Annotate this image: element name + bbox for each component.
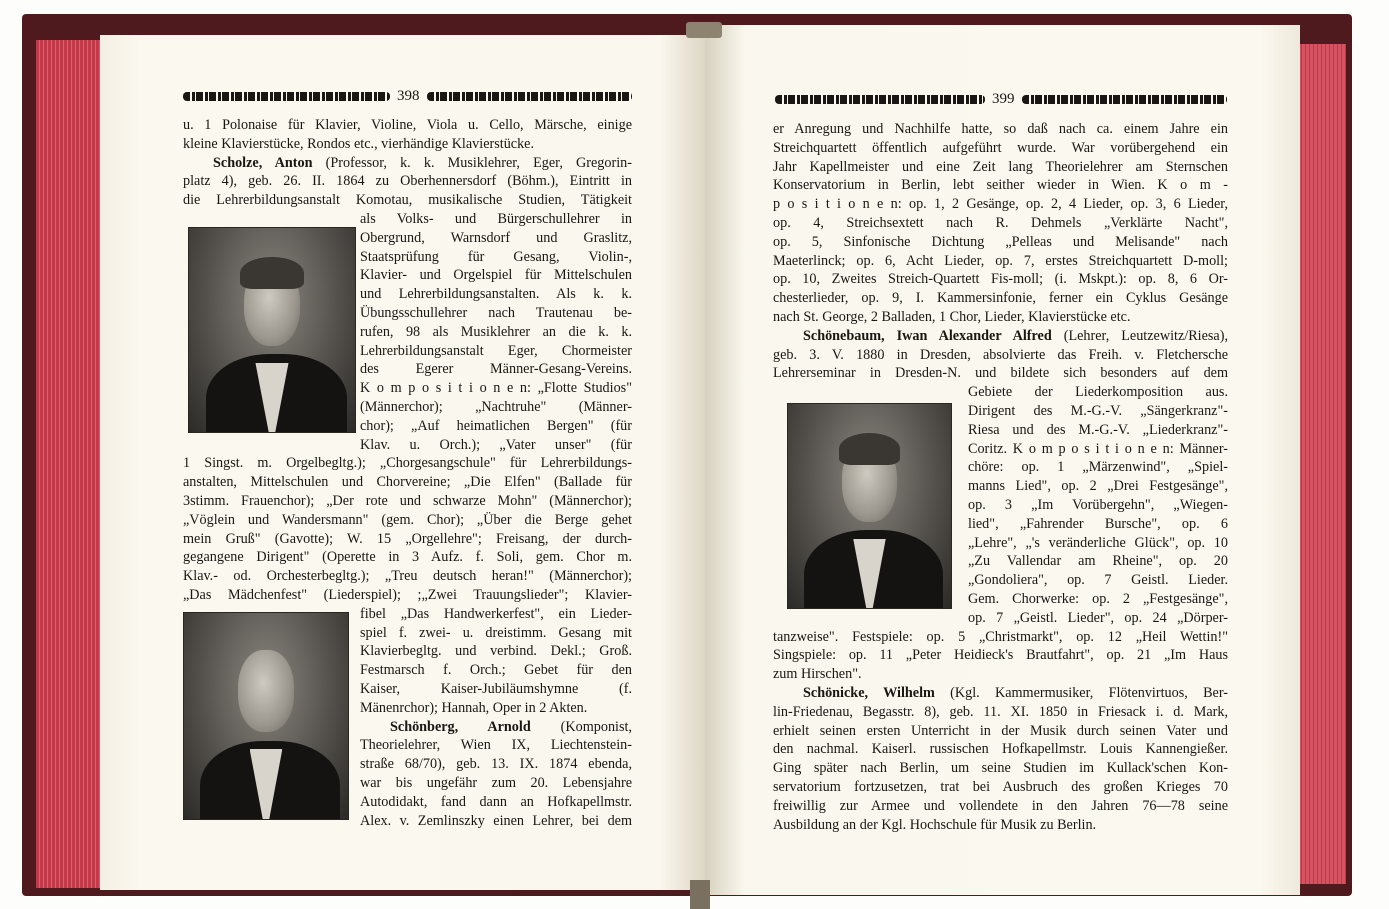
line-text: fibel „Das Handwerkerfest", ein Lieder- (360, 605, 632, 622)
text-line (183, 548, 632, 567)
entry-heading-line (773, 684, 1228, 703)
text-line (360, 624, 632, 643)
line-text: Autodidakt, fand dann an Hofkapellmstr. (360, 793, 632, 810)
text-line (773, 759, 1228, 778)
text-column (773, 628, 1228, 835)
line-text: Gebiete der Liederkomposition aus. (968, 384, 1228, 401)
text-line (360, 436, 632, 455)
text-line (183, 116, 632, 135)
line-text: „Vöglein und Wandersmann" (gem. Chor); „Über die Berge gehet (183, 511, 632, 528)
line-text: kleine Klavierstücke, Rondos etc., vierhändige Klavierstücke. (183, 135, 535, 152)
line-text: Mänenrchor); Hannah, Oper in 2 Akten. (360, 699, 588, 716)
text-line (183, 492, 632, 511)
text-line (968, 552, 1228, 571)
line-text: op. 3 „Im Vorübergehn", „Wiegen- (968, 496, 1228, 513)
text-line (773, 252, 1228, 271)
text-line (968, 496, 1228, 515)
text-line (968, 477, 1228, 496)
line-text: p o s i t i o n e n: op. 1, 2 Gesänge, op. 2, 4 Lieder, op. 3, 6 Lieder, (773, 196, 1228, 213)
ornament-band (1022, 95, 1227, 104)
line-text: Klavier- und Orgelspiel für Mittelschulen (360, 267, 632, 284)
page-number: 399 (992, 91, 1015, 107)
line-text: lin-Friedenau, Begasstr. 8), geb. 11. XI. 1850 in Friesack i. d. Mark, (773, 703, 1228, 720)
line-text: Gem. Chorwerke: op. 2 „Festgesänge", (968, 590, 1228, 607)
entry-name: Scholze, Anton (213, 154, 313, 171)
line-text: „Gondoliera", op. 7 Geistl. Lieder. (968, 572, 1228, 589)
line-text: 3stimm. Frauenchor); „Der rote und schwarze Mohn" (Männerchor); (183, 492, 632, 509)
text-line (773, 308, 1228, 327)
portrait-photo-schoenebaum (787, 403, 952, 609)
line-text: Klavierbegltg. und verbind. Dekl.; Groß. (360, 643, 632, 660)
text-line (773, 139, 1228, 158)
text-line (968, 421, 1228, 440)
line-text: „Zu Vallendar am Rheine", op. 20 (968, 553, 1228, 570)
text-line (773, 158, 1228, 177)
line-text: Jahr Kapellmeister und eine Zeit lang Theorielehrer am Sternschen (773, 158, 1228, 175)
text-column (968, 383, 1228, 627)
bookmark-ribbon-end (690, 880, 710, 909)
line-text: straße 68/70), geb. 13. IX. 1874 ebenda, (360, 756, 632, 773)
entry-name: Schönberg, Arnold (390, 718, 531, 735)
text-column (360, 210, 632, 454)
text-line (773, 176, 1228, 195)
line-text: rufen, 98 als Musiklehrer an die k. k. (360, 323, 632, 340)
text-line (968, 440, 1228, 459)
line-text: 1 Singst. m. Orgelbegltg.); „Chorgesangschule" für Lehrerbildungs- (183, 455, 632, 472)
text-line (183, 454, 632, 473)
line-text: Maeterlinck; op. 6, Acht Lieder, op. 7, erstes Streichquartett D-moll; (773, 252, 1228, 269)
text-line (360, 266, 632, 285)
line-text: (Komponist, (530, 718, 632, 735)
line-text: K o m p o s i t i o n e n: „Flotte Studios" (360, 380, 632, 397)
line-text: den nachmal. Kaiserl. russischen Hofkapellmstr. Louis Kannengießer. (773, 741, 1228, 758)
text-line (360, 699, 632, 718)
text-line (773, 778, 1228, 797)
text-line (183, 511, 632, 530)
line-text: nach St. George, 2 Balladen, 1 Chor, Lieder, Klavierstücke etc. (773, 308, 1131, 325)
page-header-right (775, 91, 1227, 107)
text-line (773, 646, 1228, 665)
entry-name: Schönicke, Wilhelm (803, 684, 935, 701)
text-line (360, 210, 632, 229)
line-text: Klav.- od. Orchesterbegltg.); „Treu deutsch heran!" (Männerchor); (183, 568, 632, 585)
text-line (773, 195, 1228, 214)
text-line (360, 398, 632, 417)
line-text: Singspiele: op. 11 „Peter Heidieck's Brautfahrt", op. 21 „Im Haus (773, 647, 1228, 664)
line-text: und Lehrerbildungsanstalten. Als k. k. (360, 286, 632, 303)
line-text: Festmarsch f. Orch.; Gebet für den (360, 662, 632, 679)
line-text: er Anregung und Nachhilfe hatte, so daß nach ca. einem Jahre ein (773, 121, 1228, 137)
text-line (360, 774, 632, 793)
line-text: Coritz. K o m p o s i t i o n e n: Männer- (968, 440, 1228, 457)
text-line (360, 379, 632, 398)
text-line (360, 793, 632, 812)
text-line (968, 458, 1228, 477)
text-column (183, 116, 632, 210)
text-line (360, 736, 632, 755)
entry-heading-line (183, 154, 632, 173)
text-line (968, 515, 1228, 534)
line-text: Ausbildung an der Kgl. Hochschule für Musik zu Berlin. (773, 816, 1097, 833)
text-line (968, 383, 1228, 402)
line-text: Theorielehrer, Wien IX, Liechtenstein- (360, 737, 632, 754)
line-text: chesterlieder, op. 9, I. Kammersinfonie, ferner ein Cyklus Gesänge (773, 290, 1228, 307)
line-text: chor); „Auf heimatlichen Bergen" (für (360, 417, 632, 434)
ornament-band (775, 95, 985, 104)
line-text: op. 10, Zweites Streich-Quartett Fis-moll; (i. Mskpt.): op. 8, 6 Or- (773, 271, 1228, 288)
line-text: Konservatorium in Berlin, lebt seither wieder in Wien. K o m - (773, 177, 1228, 194)
line-text: „Lehre", „'s veränderliche Glück", op. 10 (968, 534, 1228, 551)
line-text: op. 5, Sinfonische Dichtung „Pelleas und Melisande" nach (773, 233, 1228, 250)
text-line (360, 417, 632, 436)
text-line (183, 473, 632, 492)
line-text: erhielt seinen ersten Unterricht in der Musik durch seinen Vater und (773, 722, 1228, 739)
text-line (773, 816, 1228, 835)
text-line (183, 135, 632, 154)
text-line (360, 229, 632, 248)
text-line (968, 402, 1228, 421)
page-edges-right (1298, 44, 1346, 884)
text-line (773, 740, 1228, 759)
line-text: (Lehrer, Leutzewitz/Riesa), (1051, 327, 1228, 344)
text-line (360, 285, 632, 304)
line-text: Lehrerbildungsanstalt Eger, Chormeister (360, 342, 632, 359)
ornament-band (427, 92, 632, 101)
portrait-photo-schoenberg (183, 612, 349, 820)
text-line (773, 289, 1228, 308)
bookmark-ribbon (686, 22, 722, 38)
text-line (360, 642, 632, 661)
entry-name: Schönebaum, Iwan Alexander Alfred (803, 327, 1052, 344)
text-line (183, 172, 632, 191)
line-text: geb. 3. V. 1880 in Dresden, absolvierte das Freih. v. Fletchersche (773, 346, 1228, 363)
line-text: Staatsprüfung für Gesang, Violin-, (360, 248, 632, 265)
text-line (360, 661, 632, 680)
line-text: gegangene Dirigent" (Operette in 3 Aufz. f. Soli, gem. Chor m. (183, 549, 632, 566)
line-text: Ging später nach Berlin, um seine Studien im Kullack'schen Kon- (773, 760, 1228, 777)
page-edges-left (36, 40, 102, 888)
line-text: lied", „Fahrender Bursche", op. 6 (968, 515, 1228, 532)
line-text: die Lehrerbildungsanstalt Komotau, musikalische Studien, Tätigkeit (183, 192, 632, 209)
line-text: op. 7 „Geistl. Lieder", op. 24 „Dörper- (968, 609, 1228, 626)
text-column (183, 454, 632, 604)
text-line (773, 703, 1228, 722)
line-text: Alex. v. Zemlinszky einen Lehrer, bei dem (360, 812, 632, 829)
line-text: Lehrerseminar in Dresden-N. und bildete sich besonders auf dem (773, 365, 1228, 382)
line-text: (Kgl. Kammermusiker, Flötenvirtuos, Ber- (934, 684, 1229, 701)
line-text: zum Hirschen". (773, 666, 862, 683)
text-line (183, 567, 632, 586)
text-line (773, 364, 1228, 383)
line-text: war bis ungefähr zum 20. Lebensjahre (360, 774, 632, 791)
line-text: op. 4, Streichsextett nach R. Dehmels „Verklärte Nacht", (773, 214, 1228, 231)
text-line (360, 304, 632, 323)
entry-heading-line (773, 327, 1228, 346)
ornament-band (183, 92, 390, 101)
line-text: anstalten, Mittelschulen und Chorvereine; „Die Elfen" (Ballade für (183, 474, 632, 491)
text-line (183, 586, 632, 605)
line-text: u. 1 Polonaise für Klavier, Violine, Viola u. Cello, Märsche, einige (183, 117, 632, 133)
text-line (360, 360, 632, 379)
text-line (773, 346, 1228, 365)
text-line (773, 233, 1228, 252)
text-line (360, 605, 632, 624)
text-line (773, 270, 1228, 289)
line-text: spiel f. zwei- u. dreistimm. Gesang mit (360, 624, 632, 641)
line-text: Klav. u. Orch.); „Vater unser" (für (360, 436, 632, 453)
text-line (773, 120, 1228, 139)
text-line (773, 797, 1228, 816)
line-text: des Egerer Männer-Gesang-Vereins. (360, 361, 632, 378)
line-text: Riesa und des M.-G.-V. „Liederkranz"- (968, 421, 1228, 438)
text-line (968, 590, 1228, 609)
text-line (773, 628, 1228, 647)
line-text: Obergrund, Warnsdorf und Graslitz, (360, 229, 632, 246)
text-line (183, 191, 632, 210)
text-line (360, 342, 632, 361)
line-text: freiwillig zur Armee und vollendete in den Jahren 76—78 seine (773, 797, 1228, 814)
page-header-left (183, 88, 632, 104)
text-line (360, 323, 632, 342)
line-text: (Professor, k. k. Musiklehrer, Eger, Gregorin- (312, 154, 632, 171)
line-text: mein Gruß" (Gavotte); W. 15 „Orgellehre"; Freisang, der durch- (183, 530, 632, 547)
line-text: Dirigent des M.-G.-V. „Sängerkranz"- (968, 402, 1228, 419)
text-column (773, 120, 1228, 383)
line-text: manns Lied", op. 2 „Drei Festgesänge", (968, 478, 1228, 495)
text-column (360, 605, 632, 831)
text-line (360, 812, 632, 831)
text-line (773, 722, 1228, 741)
line-text: als Volks- und Bürgerschullehrer in (360, 211, 632, 227)
line-text: chöre: op. 1 „Märzenwind", „Spiel- (968, 459, 1228, 476)
line-text: „Das Mädchenfest" (Liederspiel); ;„Zwei Trauungslieder"; Klavier- (183, 586, 632, 603)
text-line (968, 609, 1228, 628)
text-line (968, 571, 1228, 590)
text-line (773, 665, 1228, 684)
portrait-photo-scholze (188, 227, 356, 433)
line-text: platz 4), geb. 26. II. 1864 zu Oberhennersdorf (Böhm.), Eintritt in (183, 173, 632, 190)
entry-heading-line (360, 718, 632, 737)
text-line (360, 248, 632, 267)
line-text: Streichquartett öffentlich aufgeführt wurde. War vorübergehend ein (773, 139, 1228, 156)
text-line (773, 214, 1228, 233)
line-text: tanzweise". Festspiele: op. 5 „Christmarkt", op. 12 „Heil Wettin!" (773, 628, 1228, 645)
text-line (968, 534, 1228, 553)
line-text: Kaiser, Kaiser-Jubiläumshymne (f. (360, 680, 632, 697)
line-text: Übungsschullehrer nach Trautenau be- (360, 304, 632, 321)
line-text: (Männerchor); „Nachtruhe" (Männer- (360, 398, 632, 415)
page-number: 398 (397, 88, 420, 104)
text-line (183, 530, 632, 549)
line-text: servatorium fortzusetzen, trat bei Ausbruch des großen Krieges 70 (773, 778, 1228, 795)
text-line (360, 755, 632, 774)
text-line (360, 680, 632, 699)
